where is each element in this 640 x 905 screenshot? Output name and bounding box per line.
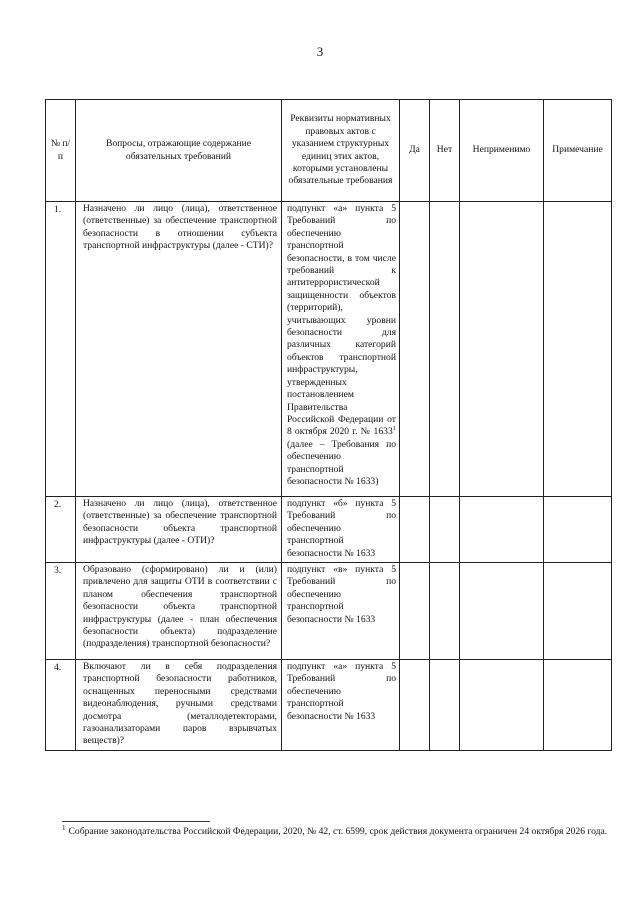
footnote-text: Собрание законодательства Российской Федерации, 2020, № 42, ст. 6599, срок действия документа ограничен 24 октября 2026 года.	[68, 826, 608, 837]
table-row	[46, 497, 612, 563]
row-question: Назначено ли лицо (лица), ответственное (ответственные) за обеспечение транспортной безопасности объекта транспортной инфраструктуры (далее - ОТИ)?	[76, 497, 282, 563]
page-number: 3	[316, 44, 324, 59]
header-num: № п/п	[46, 100, 76, 202]
header-question: Вопросы, отражающие содержание обязательных требований	[76, 100, 282, 202]
header-note: Примечание	[544, 100, 612, 202]
footnote-reference: 1	[392, 425, 396, 433]
row-question: Образовано (сформировано) ли и (или) привлечено для защиты ОТИ в соответствии с планом обеспечения транспортной безопасности объекта транспортной инфраструктуры (далее - план обеспечения безопасности объекта) подразделение (подразделения) транспортной безопасности?	[76, 563, 282, 660]
header-requisites: Реквизиты нормативных правовых актов с указанием структурных единиц этих актов, которыми установлены обязательные требования	[282, 100, 400, 202]
row-number: 1.	[46, 202, 76, 497]
row-requisites: подпункт «а» пункта 5 Требований по обеспечению транспортной безопасности, в том числе требований к антитеррористической защищенности объектов (территорий), учитывающих уровни безопасности для различных категорий объектов транспортной инфраструктуры, утвержденных постановлением Правительства Российской Федерации от 8 октября 2020 г. № 1633$^1$ (далее – Требования по обеспечению транспортной безопасности № 1633)	[282, 202, 400, 497]
note-cell[interactable]	[544, 563, 612, 660]
answer-yes-cell[interactable]	[400, 497, 430, 563]
answer-yes-cell[interactable]	[400, 563, 430, 660]
row-number: 4.	[46, 660, 76, 751]
note-cell[interactable]	[544, 660, 612, 751]
answer-no-cell[interactable]	[430, 497, 460, 563]
row-requisites: подпункт «в» пункта 5 Требований по обеспечению транспортной безопасности № 1633	[282, 563, 400, 660]
header-not-applicable: Неприменимо	[460, 100, 544, 202]
header-yes: Да	[400, 100, 430, 202]
footnote-marker: 1	[62, 823, 66, 832]
row-question: Включают ли в себя подразделения транспортной безопасности работников, оснащенных переносными средствами видеонаблюдения, ручными средствами досмотра (металлодетекторами, газоанализаторами паров взрывчатых веществ)?	[76, 660, 282, 751]
answer-no-cell[interactable]	[430, 202, 460, 497]
answer-yes-cell[interactable]	[400, 202, 430, 497]
answer-yes-cell[interactable]	[400, 660, 430, 751]
answer-no-cell[interactable]	[430, 563, 460, 660]
row-question: Назначено ли лицо (лица), ответственное (ответственные) за обеспечение транспортной безопасности в отношении субъекта транспортной инфраструктуры (далее - СТИ)?	[76, 202, 282, 497]
table-header-row	[46, 100, 612, 202]
row-requisites: подпункт «а» пункта 5 Требований по обеспечению транспортной безопасности № 1633	[282, 660, 400, 751]
table-row	[46, 660, 612, 751]
table-row	[46, 202, 612, 497]
answer-no-cell[interactable]	[430, 660, 460, 751]
requirements-table	[45, 99, 612, 751]
answer-not-applicable-cell[interactable]	[460, 202, 544, 497]
footnote	[62, 825, 610, 838]
answer-not-applicable-cell[interactable]	[460, 660, 544, 751]
row-number: 3.	[46, 563, 76, 660]
table-row	[46, 563, 612, 660]
row-number: 2.	[46, 497, 76, 563]
answer-not-applicable-cell[interactable]	[460, 497, 544, 563]
answer-not-applicable-cell[interactable]	[460, 563, 544, 660]
note-cell[interactable]	[544, 202, 612, 497]
row-requisites: подпункт «б» пункта 5 Требований по обеспечению транспортной безопасности № 1633	[282, 497, 400, 563]
footnote-divider	[62, 821, 210, 822]
note-cell[interactable]	[544, 497, 612, 563]
header-no: Нет	[430, 100, 460, 202]
